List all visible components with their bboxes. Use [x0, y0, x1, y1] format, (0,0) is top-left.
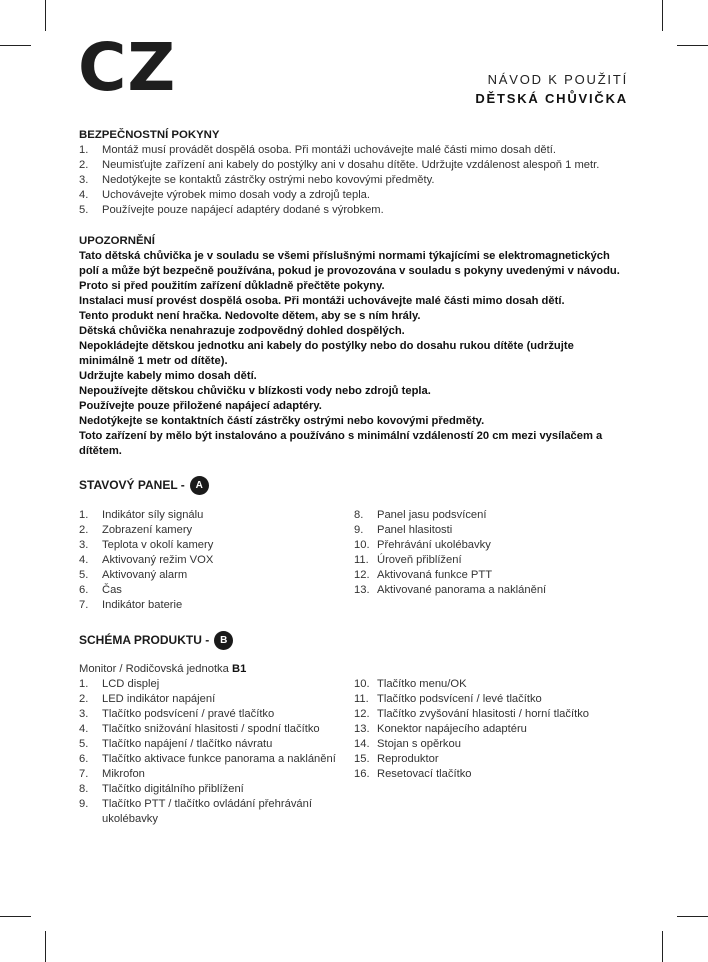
list-item — [354, 737, 629, 752]
list-item — [79, 737, 354, 752]
language-logo: CZ — [78, 29, 177, 106]
item-text: Tlačítko snižování hlasitosti / spodní tlačítko — [102, 723, 320, 735]
item-number: 15. — [354, 753, 370, 765]
list-item — [354, 692, 629, 707]
crop-mark — [45, 931, 46, 962]
status-panel-right — [354, 508, 629, 613]
item-text: Tlačítko menu/OK — [377, 678, 467, 690]
product-schema-right — [354, 677, 629, 827]
item-number: 5. — [79, 204, 89, 216]
item-text: Panel jasu podsvícení — [377, 509, 487, 521]
status-panel-section — [79, 476, 631, 613]
status-panel-left — [79, 508, 354, 613]
status-panel-heading — [79, 476, 631, 495]
crop-mark — [677, 45, 708, 46]
list-item — [79, 797, 354, 827]
item-number: 13. — [354, 584, 370, 596]
warning-section — [79, 234, 631, 459]
item-text: Konektor napájecího adaptéru — [377, 723, 527, 735]
item-text: Indikátor baterie — [102, 599, 183, 611]
item-text: Resetovací tlačítko — [377, 768, 472, 780]
item-text: Aktivovaný režim VOX — [102, 554, 214, 566]
document-body — [79, 128, 631, 827]
item-number: 8. — [354, 509, 364, 521]
warning-paragraph: Používejte pouze přiložené napájecí adaptéry. — [79, 400, 322, 412]
item-text: Tlačítko podsvícení / pravé tlačítko — [102, 708, 275, 720]
crop-mark — [45, 0, 46, 31]
list-item — [79, 158, 631, 173]
safety-title: BEZPEČNOSTNÍ POKYNY — [79, 129, 220, 141]
badge-b: B — [214, 631, 233, 650]
safety-list — [79, 143, 631, 218]
list-item — [354, 568, 629, 583]
item-text: Čas — [102, 584, 122, 596]
item-text: LED indikátor napájení — [102, 693, 216, 705]
crop-mark — [662, 0, 663, 31]
list-item — [79, 188, 631, 203]
list-item — [79, 568, 354, 583]
list-item — [79, 767, 354, 782]
list-item — [79, 677, 354, 692]
item-text: Teplota v okolí kamery — [102, 539, 214, 551]
item-number: 10. — [354, 678, 370, 690]
item-number: 12. — [354, 569, 370, 581]
warning-paragraph: Instalaci musí provést dospělá osoba. Při montáži uchovávejte malé části mimo dosah dětí. — [79, 295, 565, 307]
item-number: 5. — [79, 738, 89, 750]
item-text: Přehrávání ukolébavky — [377, 539, 491, 551]
item-number: 11. — [354, 554, 369, 566]
warning-title: UPOZORNĚNÍ — [79, 235, 155, 247]
item-number: 14. — [354, 738, 370, 750]
list-item — [79, 583, 354, 598]
product-schema-title: SCHÉMA PRODUKTU - — [79, 633, 210, 647]
item-text: Indikátor síly signálu — [102, 509, 204, 521]
item-number: 2. — [79, 693, 89, 705]
crop-mark — [0, 45, 31, 46]
warning-paragraph: Nepokládejte dětskou jednotku ani kabely do postýlky nebo do dosahu rukou dítěte (udržujte minimálně 1 metr od dítěte). — [79, 340, 574, 367]
item-number: 8. — [79, 783, 89, 795]
list-item — [79, 538, 354, 553]
list-item — [354, 707, 629, 722]
list-item — [79, 553, 354, 568]
item-text: Aktivovaný alarm — [102, 569, 188, 581]
product-schema-section — [79, 631, 631, 827]
product-schema-subtitle — [79, 662, 631, 677]
list-item — [354, 553, 629, 568]
item-text: Tlačítko napájení / tlačítko návratu — [102, 738, 273, 750]
item-number: 11. — [354, 693, 369, 705]
item-number: 7. — [79, 599, 89, 611]
list-item — [354, 752, 629, 767]
crop-mark — [677, 916, 708, 917]
list-item — [354, 523, 629, 538]
list-item — [354, 677, 629, 692]
item-text: Tlačítko digitálního přiblížení — [102, 783, 244, 795]
manual-title: NÁVOD K POUŽITÍ — [487, 72, 628, 87]
item-text: Tlačítko podsvícení / levé tlačítko — [377, 693, 542, 705]
list-item — [79, 173, 631, 188]
item-text: Montáž musí provádět dospělá osoba. Při montáži uchovávejte malé části mimo dosah dětí. — [102, 144, 556, 156]
list-item — [79, 752, 354, 767]
list-item — [79, 508, 354, 523]
subtitle-code: B1 — [231, 663, 247, 675]
product-schema-left — [79, 677, 354, 827]
product-title: DĚTSKÁ CHŮVIČKA — [475, 91, 628, 106]
item-text: Tlačítko PTT / tlačítko ovládání přehrávání ukolébavky — [102, 798, 312, 825]
item-number: 1. — [79, 678, 89, 690]
item-number: 9. — [354, 524, 364, 536]
list-item — [354, 508, 629, 523]
item-text: Mikrofon — [102, 768, 145, 780]
item-number: 4. — [79, 189, 89, 201]
item-number: 16. — [354, 768, 370, 780]
crop-mark — [662, 931, 663, 962]
product-schema-heading — [79, 631, 631, 650]
badge-a: A — [190, 476, 209, 495]
item-number: 7. — [79, 768, 89, 780]
item-text: Tlačítko aktivace funkce panorama a naklánění — [102, 753, 336, 765]
subtitle-text: Monitor / Rodičovská jednotka — [79, 663, 229, 675]
item-number: 6. — [79, 584, 89, 596]
list-item — [79, 143, 631, 158]
item-number: 13. — [354, 723, 370, 735]
item-text: Panel hlasitosti — [377, 524, 453, 536]
item-text: Aktivovaná funkce PTT — [377, 569, 493, 581]
item-text: Nedotýkejte se kontaktů zástrčky ostrými nebo kovovými předměty. — [102, 174, 435, 186]
warning-paragraph: Nedotýkejte se kontaktních částí zástrčky ostrými nebo kovovými předměty. — [79, 415, 485, 427]
status-panel-columns — [79, 508, 631, 613]
item-number: 2. — [79, 524, 89, 536]
item-number: 1. — [79, 509, 89, 521]
item-number: 9. — [79, 798, 89, 810]
item-text: Stojan s opěrkou — [377, 738, 461, 750]
item-text: LCD displej — [102, 678, 160, 690]
list-item — [79, 707, 354, 722]
item-number: 2. — [79, 159, 89, 171]
item-text: Tlačítko zvyšování hlasitosti / horní tlačítko — [377, 708, 590, 720]
list-item — [79, 523, 354, 538]
product-schema-columns — [79, 677, 631, 827]
item-number: 3. — [79, 539, 89, 551]
item-number: 6. — [79, 753, 89, 765]
item-number: 3. — [79, 708, 89, 720]
warning-paragraph: Dětská chůvička nenahrazuje zodpovědný dohled dospělých. — [79, 325, 405, 337]
item-number: 4. — [79, 723, 89, 735]
item-number: 5. — [79, 569, 89, 581]
item-number: 12. — [354, 708, 370, 720]
warning-paragraph: Toto zařízení by mělo být instalováno a používáno s minimální vzdáleností 20 cm mezi vysílačem a dítětem. — [79, 430, 603, 457]
warning-paragraph: Tato dětská chůvička je v souladu se všemi příslušnými normami týkajícími se elektromagnetických polí a může být bezpečně používána, pokud je provozována v souladu s pokyny uvedenými v návodu. Proto si před použitím zařízení důkladně přečtěte pokyny. — [79, 250, 620, 292]
list-item — [79, 692, 354, 707]
crop-mark — [0, 916, 31, 917]
list-item — [79, 782, 354, 797]
item-text: Používejte pouze napájecí adaptéry dodané s výrobkem. — [102, 204, 384, 216]
item-number: 4. — [79, 554, 89, 566]
list-item — [354, 583, 629, 598]
warning-paragraph: Udržujte kabely mimo dosah dětí. — [79, 370, 257, 382]
status-panel-title: STAVOVÝ PANEL - — [79, 478, 185, 492]
item-text: Neumisťujte zařízení ani kabely do postýlky ani v dosahu dítěte. Udržujte vzdálenost alespoň 1 metr. — [102, 159, 600, 171]
item-text: Aktivované panorama a naklánění — [377, 584, 547, 596]
list-item — [79, 598, 354, 613]
item-number: 1. — [79, 144, 89, 156]
list-item — [79, 203, 631, 218]
safety-section — [79, 128, 631, 218]
warning-paragraph: Nepoužívejte dětskou chůvičku v blízkosti vody nebo zdrojů tepla. — [79, 385, 431, 397]
list-item — [354, 538, 629, 553]
list-item — [354, 767, 629, 782]
item-text: Reproduktor — [377, 753, 439, 765]
item-text: Úroveň přiblížení — [377, 554, 462, 566]
list-item — [79, 722, 354, 737]
item-number: 3. — [79, 174, 89, 186]
item-text: Zobrazení kamery — [102, 524, 193, 536]
item-text: Uchovávejte výrobek mimo dosah vody a zdrojů tepla. — [102, 189, 371, 201]
item-number: 10. — [354, 539, 370, 551]
warning-paragraph: Tento produkt není hračka. Nedovolte dětem, aby se s ním hrály. — [79, 310, 421, 322]
list-item — [354, 722, 629, 737]
